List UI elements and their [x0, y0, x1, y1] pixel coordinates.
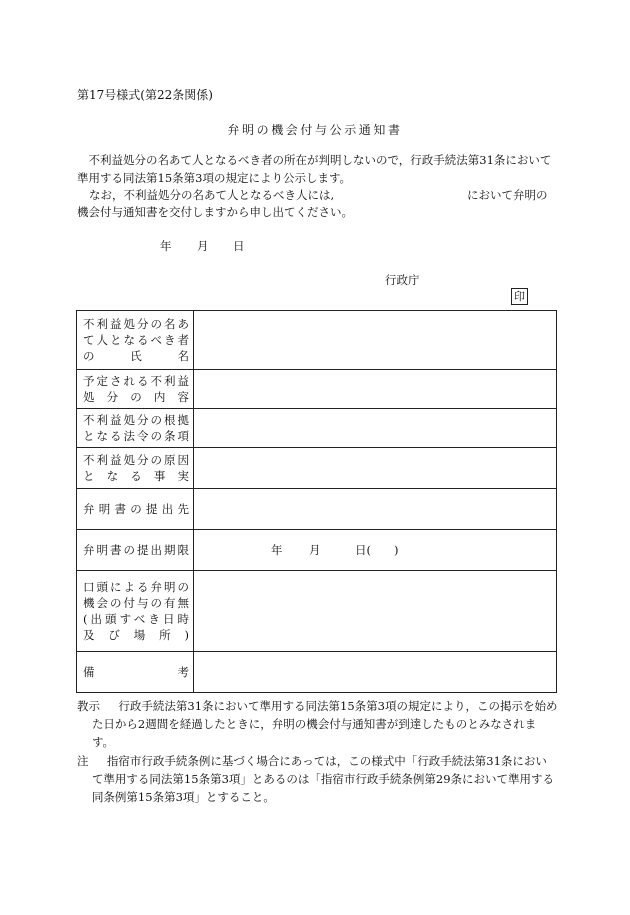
table-value-cell[interactable] [194, 530, 557, 571]
table-label [77, 530, 194, 571]
teaching-note [77, 697, 558, 751]
label-line: 処 分 の 内 容 [83, 390, 189, 404]
table-label [77, 489, 194, 530]
deadline-month: 月 [309, 543, 321, 557]
notice-paragraph-1: 不利益処分の名あて人となるべき者の所在が判明しないので，行政手続法第31条において準用する同法第15条第3項の規定により公示します。 [77, 153, 552, 185]
seal-mark: 印 [511, 288, 528, 305]
label-line: 不利益処分の名あ [83, 317, 189, 331]
notice-info-table [76, 310, 557, 693]
date-year: 年 [160, 239, 172, 253]
label-line: と な る 事 実 [83, 469, 189, 483]
label-line: て人となるべき者 [83, 333, 189, 347]
teaching-heading: 教示 [77, 699, 100, 713]
table-row-submission-deadline [77, 530, 557, 571]
table-label [77, 652, 194, 693]
table-row-recipient-name [77, 311, 557, 370]
caution-heading: 注 [77, 754, 89, 768]
deadline-year: 年 [271, 543, 283, 557]
table-value-cell[interactable] [194, 370, 557, 409]
teaching-text: 行政手続法第31条において準用する同法第15条第3項の規定により，この掲示を始めた日から2週間を経過したときに，弁明の機会付与通知書が到達したものとみなされます。 [91, 699, 558, 749]
table-label [77, 311, 194, 370]
label-line: 及 び 場 所 ) [83, 628, 189, 642]
label-line: 不利益処分の原因 [83, 453, 189, 467]
table-value-cell[interactable] [194, 652, 557, 693]
table-row-cause-facts [77, 448, 557, 489]
table-value-cell[interactable] [194, 448, 557, 489]
table-label [77, 448, 194, 489]
table-value-cell[interactable] [194, 409, 557, 448]
form-number: 第17号様式(第22条関係) [77, 88, 213, 102]
table-row-submission-destination [77, 489, 557, 530]
document-title: 弁明の機会付与公示通知書 [227, 123, 403, 137]
label-line: (出頭すべき日時 [83, 612, 189, 626]
table-value-cell[interactable] [194, 311, 557, 370]
table-row-planned-disposition [77, 370, 557, 409]
table-row-oral-hearing [77, 571, 557, 652]
label-line: 弁明書の提出期限 [83, 543, 189, 557]
table-value-cell[interactable] [194, 489, 557, 530]
label-line: 機会の付与の有無 [83, 596, 189, 610]
table-row-legal-basis [77, 409, 557, 448]
caution-text: 指宿市行政手続条例に基づく場合にあっては，この様式中「行政手続法第31条において準用する同法第15条第3項」とあるのは「指宿市行政手続条例第29条において準用する同条例第15条第3項」とすること。 [91, 754, 555, 804]
issuing-agency: 行政庁 [385, 273, 420, 287]
deadline-day: 日( ) [355, 543, 399, 557]
notice-paragraph-2-end: 機会付与通知書を交付しますから申し出てください。 [77, 205, 353, 219]
label-line: となる法令の条項 [83, 429, 189, 443]
date-day: 日 [233, 239, 245, 253]
table-value-cell[interactable] [194, 571, 557, 652]
label-line: の 氏 名 [83, 349, 189, 363]
notice-paragraph-2-mid: において弁明の [467, 188, 548, 202]
table-row-remarks [77, 652, 557, 693]
notice-paragraph-2-start: なお，不利益処分の名あて人となるべき人には, [89, 188, 335, 202]
label-line: 備 考 [83, 665, 189, 679]
table-label [77, 370, 194, 409]
label-line: 口頭による弁明の [83, 580, 189, 594]
label-line: 弁明書の提出先 [83, 502, 189, 516]
date-month: 月 [197, 239, 209, 253]
label-line: 予定される不利益 [83, 374, 189, 388]
table-label [77, 571, 194, 652]
table-label [77, 409, 194, 448]
caution-note [77, 752, 558, 806]
label-line: 不利益処分の根拠 [83, 413, 189, 427]
